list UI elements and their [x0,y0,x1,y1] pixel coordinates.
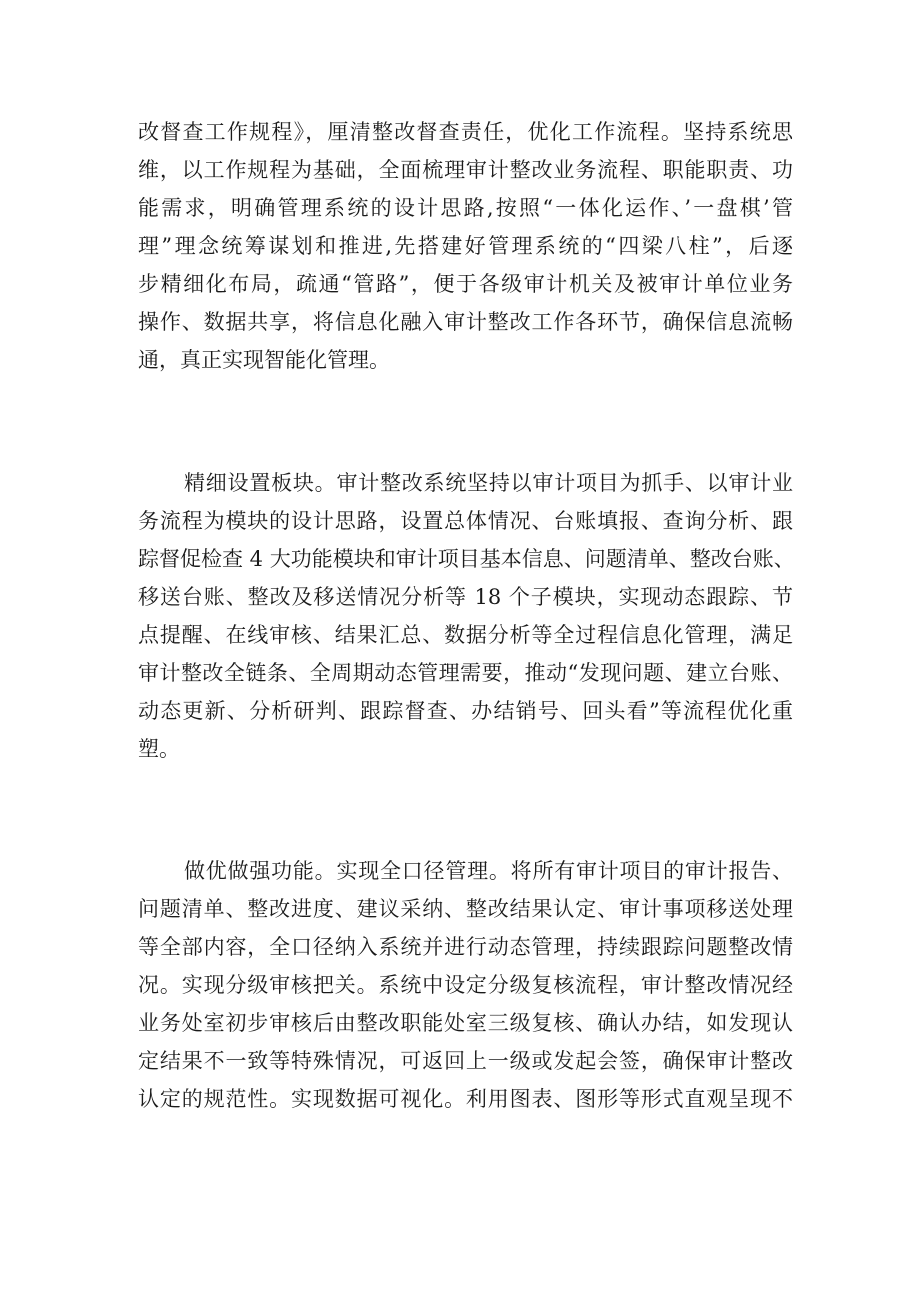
text-line: 塑。 [138,737,180,761]
text-line: 操作、数据共享，将信息化融入审计整改工作各环节，确保信息流畅 [138,310,793,334]
text-line: 认定的规范性。实现数据可视化。利用图表、图形等形式直观呈现不 [138,1087,793,1111]
text-line: 维，以工作规程为基础，全面梳理审计整改业务流程、职能职责、功 [138,158,793,182]
text-line: 踪督促检查 4 大功能模块和审计项目基本信息、问题清单、整改台账、 [138,547,795,571]
text-line: 问题清单、整改进度、建议采纳、整改结果认定、审计事项移送处理 [138,897,793,921]
text-line: 务流程为模块的设计思路，设置总体情况、台账填报、查询分析、跟 [138,509,793,533]
text-line: 理”理念统筹谋划和推进,先搭建好管理系统的“四梁八柱”，后逐 [138,234,793,258]
text-line: 点提醒、在线审核、结果汇总、数据分析等全过程信息化管理，满足 [138,623,793,647]
text-line: 况。实现分级审核把关。系统中设定分级复核流程，审计整改情况经 [138,973,793,997]
text-line: 移送台账、整改及移送情况分析等 18 个子模块，实现动态跟踪、节 [138,585,793,609]
text-line: 审计整改全链条、全周期动态管理需要，推动“发现问题、建立台账、 [138,661,793,685]
text-line: 动态更新、分析研判、跟踪督查、办结销号、回头看”等流程优化重 [138,699,793,723]
text-line: 等全部内容，全口径纳入系统并进行动态管理，持续跟踪问题整改情 [138,935,793,959]
text-line: 能需求，明确管理系统的设计思路,按照“一体化运作、’一盘棋’管 [138,196,793,220]
text-line: 步精细化布局，疏通“管路”，便于各级审计机关及被审计单位业务 [138,272,793,296]
text-line: 业务处室初步审核后由整改职能处室三级复核、确认办结，如发现认 [138,1011,793,1035]
text-line: 改督查工作规程》，厘清整改督查责任，优化工作流程。坚持系统思 [138,120,793,144]
text-line: 通，真正实现智能化管理。 [138,348,390,372]
text-line: 定结果不一致等特殊情况，可返回上一级或发起会签，确保审计整改 [138,1049,793,1073]
text-line: 做优做强功能。实现全口径管理。将所有审计项目的审计报告、 [184,859,793,883]
paragraph-3 [138,852,793,1118]
paragraph-2 [138,464,793,768]
text-line: 精细设置板块。审计整改系统坚持以审计项目为抓手、以审计业 [184,471,793,495]
paragraph-1 [138,113,793,379]
